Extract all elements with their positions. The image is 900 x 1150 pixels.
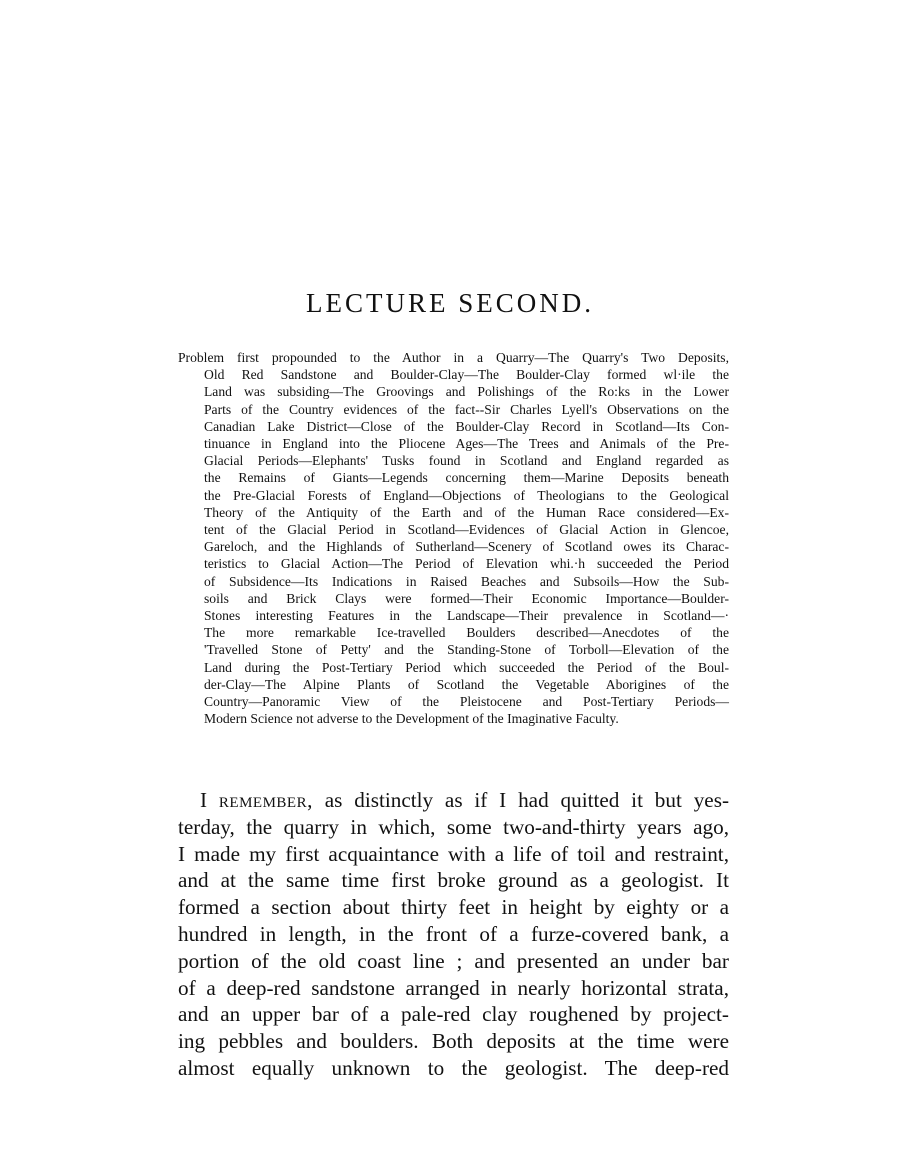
summary-line: Glacial Periods—Elephants' Tusks found in Scotland and England regarded as xyxy=(204,453,729,469)
body-line: I made my first acquaintance with a life of toil and restraint, xyxy=(178,841,729,866)
summary-line: Parts of the Country evidences of the fact--Sir Charles Lyell's Observations on the xyxy=(204,401,729,417)
body-line: and at the same time first broke ground as a geologist. It xyxy=(178,868,729,893)
body-line: of a deep-red sandstone arranged in nearly horizontal strata, xyxy=(178,975,729,1000)
summary-line: Stones interesting Features in the Landscape—Their prevalence in Scotland—· xyxy=(204,608,729,624)
body-line: hundred in length, in the front of a furze-covered bank, a xyxy=(178,921,729,946)
summary-line: Canadian Lake District—Close of the Boulder-Clay Record in Scotland—Its Con- xyxy=(204,418,729,434)
summary-line: soils and Brick Clays were formed—Their Economic Importance—Boulder- xyxy=(204,590,729,606)
summary-line: Land was subsiding—The Groovings and Polishings of the Ro:ks in the Lower xyxy=(204,384,729,400)
summary-line: Gareloch, and the Highlands of Sutherland—Scenery of Scotland owes its Charac- xyxy=(204,539,729,555)
body-line: almost equally unknown to the geologist. The deep-red xyxy=(178,1055,729,1080)
body-line: ing pebbles and boulders. Both deposits at the time were xyxy=(178,1029,729,1054)
summary-line: Problem first propounded to the Author in a Quarry—The Quarry's Two Deposits, xyxy=(178,350,729,365)
summary-line: tinuance in England into the Pliocene Ages—The Trees and Animals of the Pre- xyxy=(204,436,729,452)
summary-line: Theory of the Antiquity of the Earth and of the Human Race considered—Ex- xyxy=(204,504,729,520)
body-line: and an upper bar of a pale-red clay roughened by project- xyxy=(178,1002,729,1027)
summary-line: tent of the Glacial Period in Scotland—Evidences of Glacial Action in Glencoe, xyxy=(204,522,729,538)
summary-line: The more remarkable Ice-travelled Boulders described—Anecdotes of the xyxy=(204,625,729,641)
summary-line: the Remains of Giants—Legends concerning them—Marine Deposits beneath xyxy=(204,470,729,486)
body-line: terday, the quarry in which, some two-and-thirty years ago, xyxy=(178,814,729,839)
summary-line: the Pre-Glacial Forests of England—Objections of Theologians to the Geological xyxy=(204,487,729,503)
summary-line: of Subsidence—Its Indications in Raised Beaches and Subsoils—How the Sub- xyxy=(204,573,729,589)
summary-line: Country—Panoramic View of the Pleistocene and Post-Tertiary Periods— xyxy=(204,694,729,710)
body-line: portion of the old coast line ; and presented an under bar xyxy=(178,948,729,973)
body-first-line xyxy=(178,787,729,814)
lecture-heading: LECTURE SECOND. xyxy=(306,288,594,318)
summary-line: Old Red Sandstone and Boulder-Clay—The Boulder-Clay formed wl·ile the xyxy=(204,367,729,383)
body-paragraph xyxy=(178,787,729,1082)
lead-smallcaps: remember, xyxy=(218,788,313,812)
summary-line: Land during the Post-Tertiary Period which succeeded the Period of the Boul- xyxy=(204,659,729,675)
summary-line: 'Travelled Stone of Petty' and the Standing-Stone of Torboll—Elevation of the xyxy=(204,642,729,658)
summary-line: teristics to Glacial Action—The Period of Elevation whi.·h succeeded the Period xyxy=(204,556,729,572)
chapter-summary xyxy=(178,349,729,727)
first-line-rest: as distinctly as if I had quitted it but yes- xyxy=(324,788,730,812)
lead-word: I xyxy=(200,788,208,812)
summary-line: der-Clay—The Alpine Plants of Scotland the Vegetable Aborigines of the xyxy=(204,676,729,692)
body-line: formed a section about thirty feet in height by eighty or a xyxy=(178,895,729,920)
summary-line: Modern Science not adverse to the Development of the Imaginative Faculty. xyxy=(204,711,619,727)
